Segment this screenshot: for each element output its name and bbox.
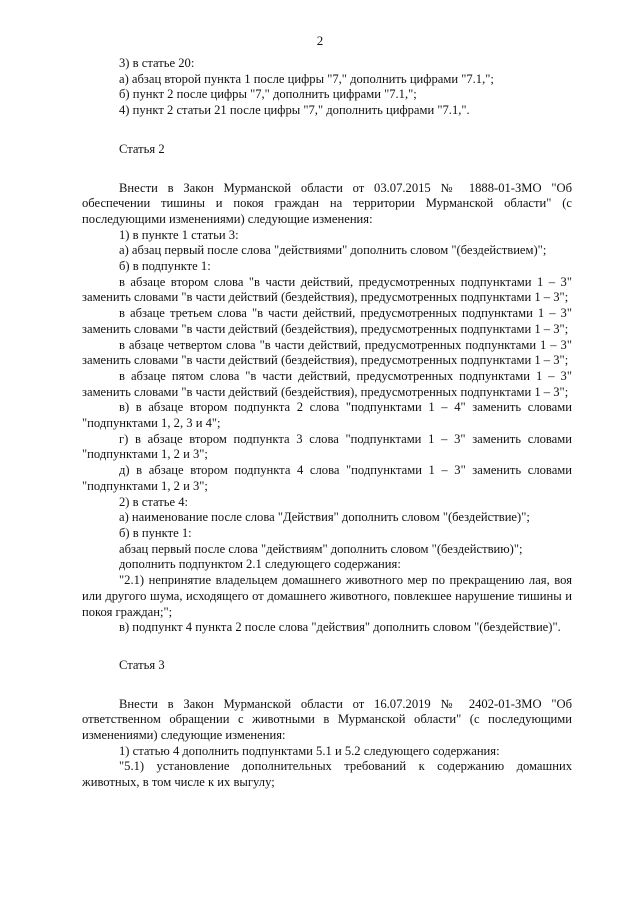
paragraph: абзац первый после слова "действиям" дополнить словом "(бездействию)"; (119, 541, 523, 556)
spacer (82, 636, 572, 658)
spacer (82, 119, 572, 142)
paragraph: в абзаце четвертом слова "в части действий, предусмотренных подпунктами 1 – 3" заменить словами "в части действий (бездействия), предусмотренных подпунктами 1 – 3"; (82, 337, 572, 368)
paragraph: 3) в статье 20: (119, 56, 195, 70)
document-body (82, 56, 572, 791)
paragraph: а) абзац первый после слова "действиями" дополнить словом "(бездействием)"; (119, 243, 547, 258)
paragraph: 1) в пункте 1 статьи 3: (119, 227, 239, 242)
quoted-paragraph: "5.1) установление дополнительных требований к содержанию домашних животных, в том числе к их выгулу; (82, 759, 572, 790)
paragraph: г) в абзаце втором подпункта 3 слова "подпунктами 1 – 3" заменить словами "подпунктами 1, 2 и 3"; (82, 431, 572, 462)
paragraph: в) подпункт 4 пункта 2 после слова "действия" дополнить словом "(бездействие)". (119, 620, 561, 635)
paragraph: а) абзац второй пункта 1 после цифры "7," дополнить цифрами "7.1,"; (119, 71, 494, 86)
paragraph: в) в абзаце втором подпункта 2 слова "подпунктами 1 – 4" заменить словами "подпунктами 1, 2, 3 и 4"; (82, 400, 572, 431)
paragraph: в абзаце третьем слова "в части действий, предусмотренных подпунктами 1 – 3" заменить словами "в части действий (бездействия), предусмотренных подпунктами 1 – 3"; (82, 306, 572, 336)
quoted-paragraph: "2.1) непринятие владельцем домашнего животного мер по прекращению лая, воя или другого шума, исходящего от домашнего животного, повлекшее нарушение тишины и покоя граждан;"; (82, 573, 572, 619)
paragraph: 4) пункт 2 статьи 21 после цифры "7," дополнить цифрами "7.1,". (119, 103, 470, 118)
paragraph: а) наименование после слова "Действия" дополнить словом "(бездействие)"; (119, 510, 530, 525)
paragraph: дополнить подпунктом 2.1 следующего содержания: (119, 557, 401, 572)
paragraph: Внести в Закон Мурманской области от 16.07.2019 № 2402-01-ЗМО "Об ответственном обращении с животными в Мурманской области" (с последующими изменениями) следующие изменения: (82, 696, 572, 743)
article-heading: Статья 3 (119, 657, 165, 672)
paragraph: б) в подпункте 1: (119, 259, 211, 274)
paragraph: Внести в Закон Мурманской области от 03.07.2015 № 1888-01-ЗМО "Об обеспечении тишины и покоя граждан на территории Мурманской области" (с последующими изменениями) следующие изменения: (82, 180, 572, 226)
paragraph: в абзаце втором слова "в части действий, предусмотренных подпунктами 1 – 3" заменить словами "в части действий (бездействия), предусмотренных подпунктами 1 – 3"; (82, 274, 572, 305)
spacer (82, 674, 572, 697)
paragraph: 1) статью 4 дополнить подпунктами 5.1 и 5.2 следующего содержания: (119, 743, 500, 758)
spacer (82, 158, 572, 181)
paragraph: б) в пункте 1: (119, 525, 192, 540)
paragraph: б) пункт 2 после цифры "7," дополнить цифрами "7.1,"; (119, 87, 417, 102)
article-heading: Статья 2 (119, 141, 165, 156)
page-number: 2 (316, 33, 324, 48)
paragraph: в абзаце пятом слова "в части действий, предусмотренных подпунктами 1 – 3" заменить словами "в части действий (бездействия), предусмотренных подпунктами 1 – 3"; (82, 368, 572, 399)
paragraph: 2) в статье 4: (119, 494, 189, 509)
paragraph: д) в абзаце втором подпункта 4 слова "подпунктами 1 – 3" заменить словами "подпунктами 1, 2 и 3"; (82, 463, 572, 493)
